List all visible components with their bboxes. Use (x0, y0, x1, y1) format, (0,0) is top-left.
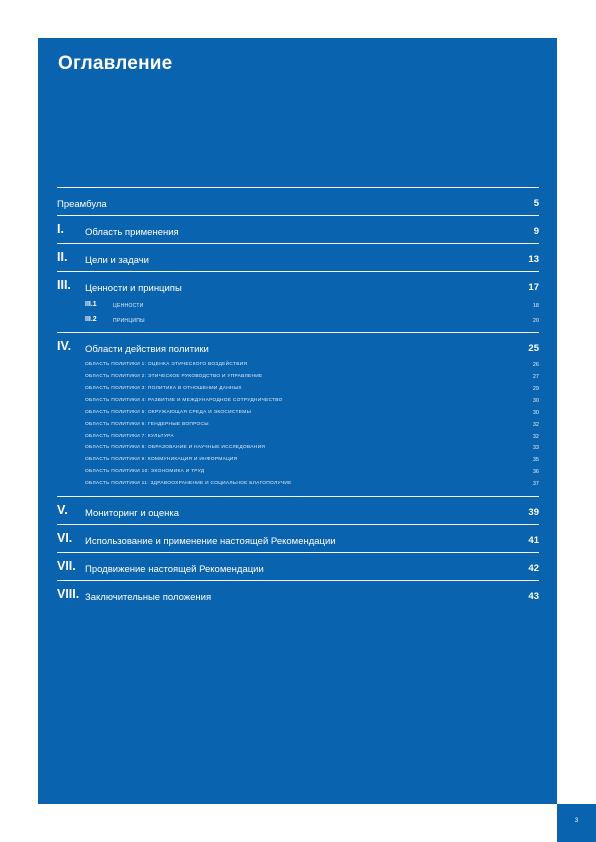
toc-entry-section-6[interactable] (57, 525, 539, 552)
toc-entry-page: 5 (533, 198, 539, 209)
toc-entry-section-4[interactable] (57, 333, 539, 360)
policy-area-label: ОБЛАСТЬ ПОЛИТИКИ 6: ГЕНДЕРНЫЕ ВОПРОСЫ (85, 421, 209, 427)
policy-area-label: ОБЛАСТЬ ПОЛИТИКИ 1: ОЦЕНКА ЭТИЧЕСКОГО ВОЗДЕЙСТВИЯ (85, 362, 248, 368)
page-title: Оглавление (58, 53, 173, 74)
toc-entry-section-2[interactable] (57, 244, 539, 271)
subsection-list (57, 299, 539, 332)
policy-area-item[interactable] (57, 443, 539, 455)
policy-area-item[interactable] (57, 396, 539, 408)
subsection-label: ЦЕННОСТИ (113, 303, 144, 309)
policy-area-item[interactable] (57, 455, 539, 467)
section-numeral: II. (57, 250, 68, 264)
policy-area-label: ОБЛАСТЬ ПОЛИТИКИ 7: КУЛЬТУРА (85, 433, 174, 439)
subsection-label: ПРИНЦИПЫ (113, 317, 145, 324)
toc-entry-label: Область применения (85, 227, 179, 238)
section-numeral: VII. (57, 558, 76, 573)
table-of-contents (57, 187, 539, 608)
section-numeral: III. (57, 278, 71, 292)
section-numeral: IV. (57, 339, 72, 354)
policy-area-item[interactable] (57, 467, 539, 479)
policy-area-page: 27 (532, 374, 539, 381)
policy-area-label: ОБЛАСТЬ ПОЛИТИКИ 11: ЗДРАВООХРАНЕНИЕ И СОЦИАЛЬНОЕ БЛАГОПОЛУЧИЕ (85, 481, 292, 487)
policy-area-item[interactable] (57, 420, 539, 432)
policy-area-item[interactable] (57, 360, 539, 372)
toc-entry-page: 25 (528, 343, 539, 355)
section-numeral: I. (57, 222, 64, 236)
policy-area-label: ОБЛАСТЬ ПОЛИТИКИ 3: ПОЛИТИКА В ОТНОШЕНИИ ДАННЫХ (85, 385, 242, 391)
policy-area-label: ОБЛАСТЬ ПОЛИТИКИ 5: ОКРУЖАЮЩАЯ СРЕДА И ЭКОСИСТЕМЫ (85, 409, 252, 415)
toc-entry-label: Мониторинг и оценка (85, 507, 180, 519)
toc-entry-page: 17 (528, 282, 539, 293)
policy-area-page: 32 (532, 421, 539, 428)
toc-subentry[interactable] (57, 314, 539, 329)
toc-entry-label: Продвижение настоящей Рекомендации (85, 563, 264, 575)
policy-area-item[interactable] (57, 372, 539, 384)
policy-area-item[interactable] (57, 432, 539, 444)
toc-entry-label: Использование и применение настоящей Рекомендации (85, 535, 336, 547)
toc-entry-section-5[interactable] (57, 497, 539, 524)
page-number-box (557, 804, 596, 842)
policy-area-label: ОБЛАСТЬ ПОЛИТИКИ 9: КОММУНИКАЦИЯ И ИНФОРМАЦИЯ (85, 457, 238, 463)
policy-area-page: 32 (532, 433, 539, 440)
toc-entry-page: 13 (528, 254, 539, 265)
section-numeral: VIII. (57, 586, 80, 601)
toc-entry-page: 9 (533, 226, 539, 237)
policy-area-item[interactable] (57, 384, 539, 396)
toc-panel (38, 38, 557, 804)
policy-area-page: 29 (532, 385, 539, 392)
toc-entry-label: Области действия политики (85, 344, 209, 356)
toc-subentry[interactable] (57, 299, 539, 314)
subsection-number: III.2 (85, 315, 97, 323)
subsection-page: 18 (532, 303, 539, 309)
toc-entry-label: Преамбула (57, 199, 107, 210)
toc-entry-label: Ценности и принципы (85, 283, 182, 294)
toc-entry-section-1[interactable] (57, 216, 539, 243)
toc-entry-section-3[interactable] (57, 272, 539, 299)
toc-entry-page: 43 (528, 590, 539, 602)
toc-entry-section-7[interactable] (57, 553, 539, 580)
policy-area-page: 30 (532, 397, 539, 404)
policy-area-page: 35 (532, 457, 539, 464)
policy-area-label: ОБЛАСТЬ ПОЛИТИКИ 8: ОБРАЗОВАНИЕ И НАУЧНЫЕ ИССЛЕДОВАНИЯ (85, 445, 266, 451)
policy-area-label: ОБЛАСТЬ ПОЛИТИКИ 10: ЭКОНОМИКА И ТРУД (85, 469, 205, 475)
toc-entry-label: Цели и задачи (85, 255, 149, 266)
toc-entry-page: 41 (528, 534, 539, 546)
policy-area-label: ОБЛАСТЬ ПОЛИТИКИ 2: ЭТИЧЕСКОЕ РУКОВОДСТВО И УПРАВЛЕНИЕ (85, 374, 263, 380)
toc-entry-preamble[interactable] (57, 188, 539, 215)
subsection-page: 20 (532, 317, 539, 324)
section-numeral: VI. (57, 530, 73, 545)
policy-area-item[interactable] (57, 408, 539, 420)
toc-entry-section-8[interactable] (57, 581, 539, 608)
policy-area-label: ОБЛАСТЬ ПОЛИТИКИ 4: РАЗВИТИЕ И МЕЖДУНАРОДНОЕ СОТРУДНИЧЕСТВО (85, 397, 283, 403)
toc-entry-page: 42 (528, 562, 539, 574)
policy-area-list (57, 360, 539, 496)
policy-area-page: 30 (532, 409, 539, 416)
policy-area-page: 36 (532, 469, 539, 476)
policy-area-page: 37 (532, 481, 539, 488)
toc-entry-page: 39 (528, 506, 539, 518)
page-number: 3 (574, 818, 579, 824)
section-numeral: V. (57, 502, 68, 517)
policy-area-item[interactable] (57, 479, 539, 491)
policy-area-page: 33 (532, 445, 539, 452)
subsection-number: III.1 (85, 301, 97, 308)
toc-entry-label: Заключительные положения (85, 591, 212, 603)
policy-area-page: 26 (532, 362, 539, 369)
